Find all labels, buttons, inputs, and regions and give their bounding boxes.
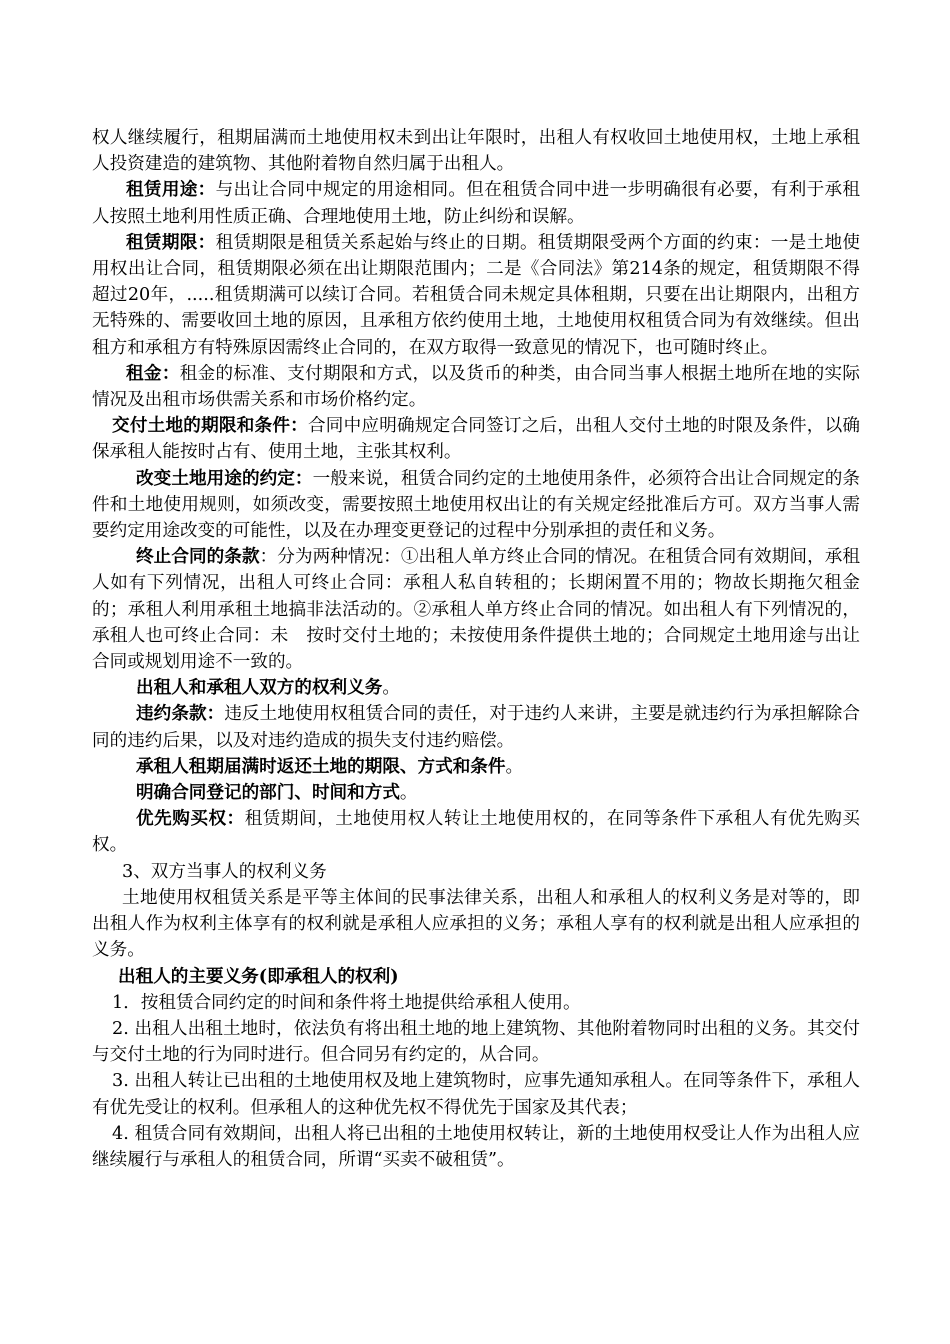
clause-rights-obligations: [92, 675, 860, 701]
clause-land-use-change: [92, 466, 860, 545]
section-heading: 3、双方当事人的权利义务: [122, 861, 327, 882]
clause-land-return: [92, 754, 860, 780]
clause-heading: 租赁用途：: [126, 179, 216, 201]
clause-heading: 明确合同登记的部门、时间和方式: [136, 782, 400, 804]
clause-heading: 出租人和承租人双方的权利义务: [136, 677, 383, 699]
list-item: 1．按租赁合同约定的时间和条件将土地提供给承租人使用。: [112, 992, 581, 1013]
clause-text: 租赁期限是租赁关系起始与终止的日期。租赁期限受两个方面的约束：一是土地使用权出让合同，租赁期限必须在出让期限范围内；二是《合同法》第214条的规定，租赁期限不得超过20年，.....租赁期满可以续订合同。若租赁合同未规定具体租期，只要在出让期限内，出租方无特殊的、需要收回土地的原因，且承租方依约使用土地，土地使用权租赁合同为有效继续。但出租方和承租方有特殊原因需终止合同的，在双方取得一致意见的情况下，也可随时终止。: [92, 232, 860, 358]
clause-text: 。: [382, 678, 400, 699]
list-item: 3. 出租人转让已出租的土地使用权及地上建筑物时，应事先通知承租人。在同等条件下，承租人有优先受让的权利。但承租人的这种优先权不得优先于国家及其代表；: [92, 1071, 860, 1118]
clause-heading: 租金：: [126, 362, 180, 384]
document-body: [92, 125, 860, 1173]
clause-text: 。: [505, 756, 524, 777]
sub-heading: 出租人的主要义务(即承租人的权利): [118, 965, 399, 987]
clause-text: 租赁期间，土地使用权人转让土地使用权的，在同等条件下承租人有优先购买权。: [92, 809, 860, 856]
clause-heading: 优先购买权：: [136, 808, 245, 830]
clause-rent: [92, 361, 860, 413]
paragraph: 权人继续履行，租期届满而土地使用权未到出让年限时，出租人有权收回土地使用权，土地上承租人投资建造的建筑物、其他附着物自然归属于出租人。: [92, 128, 860, 175]
clause-text: 合同中应明确规定合同签订之后，出租人交付土地的时限及条件，以确保承租人能按时占有、使用土地，主张其权利。: [92, 416, 860, 463]
clause-heading: 交付土地的期限和条件：: [112, 415, 308, 437]
clause-heading: 改变土地用途的约定：: [136, 467, 313, 489]
clause-heading: 终止合同的条款: [136, 546, 260, 568]
clause-text: 。: [399, 783, 418, 804]
clause-termination: [92, 544, 860, 675]
clause-land-delivery: [92, 413, 860, 465]
clause-lease-purpose: [92, 177, 860, 229]
clause-heading: 租赁期限：: [126, 231, 216, 253]
clause-text: 违反土地使用权租赁合同的责任，对于违约人来讲，主要是就违约行为承担解除合同的违约后果，以及对违约造成的损失支付违约赔偿。: [92, 704, 860, 751]
clause-lease-term: [92, 230, 860, 361]
list-item: 2. 出租人出租土地时，依法负有将出租土地的地上建筑物、其他附着物同时出租的义务。其交付与交付土地的行为同时进行。但合同另有约定的，从合同。: [92, 1018, 860, 1066]
list-item: 4. 租赁合同有效期间，出租人将已出租的土地使用权转让，新的土地使用权受让人作为出租人应继续履行与承租人的租赁合同，所谓“买卖不破租赁”。: [92, 1123, 860, 1170]
clause-text: 租金的标准、支付期限和方式，以及货币的种类，由合同当事人根据土地所在地的实际情况及出租市场供需关系和市场价格约定。: [92, 363, 860, 411]
clause-heading: 违约条款：: [136, 703, 225, 725]
clause-breach: [92, 701, 860, 753]
clause-registration: [92, 780, 860, 806]
paragraph: 土地使用权租赁关系是平等主体间的民事法律关系，出租人和承租人的权利义务是对等的，即出租人作为权利主体享有的权利就是承租人应承担的义务；承租人享有的权利就是出租人应承担的义务。: [92, 887, 860, 961]
clause-text: 与出让合同中规定的用途相同。但在租赁合同中进一步明确很有必要，有利于承租人按照土地利用性质正确、合理地使用土地，防止纠纷和误解。: [92, 180, 860, 227]
clause-preemption: [92, 806, 860, 858]
clause-text: 一般来说，租赁合同约定的土地使用条件，必须符合出让合同规定的条件和土地使用规则，如须改变，需要按照土地使用权出让的有关规定经批准后方可。双方当事人需要约定用途改变的可能性，以及在办理变更登记的过程中分别承担的责任和义务。: [92, 468, 860, 542]
clause-heading: 承租人租期届满时返还土地的期限、方式和条件: [136, 755, 506, 777]
clause-text: ：分为两种情况：①出租人单方终止合同的情况。在租赁合同有效期间，承租人如有下列情况，出租人可终止合同：承租人私自转租的；长期闲置不用的；物故长期拖欠租金的；承租人利用承租土地搞非法活动的。②承租人单方终止合同的情况。如出租人有下列情况的，承租人也可终止合同：未 按时交付土地的；未按使用条件提供土地的；合同规定土地用途与出让合同或规划用途不一致的。: [92, 547, 860, 673]
